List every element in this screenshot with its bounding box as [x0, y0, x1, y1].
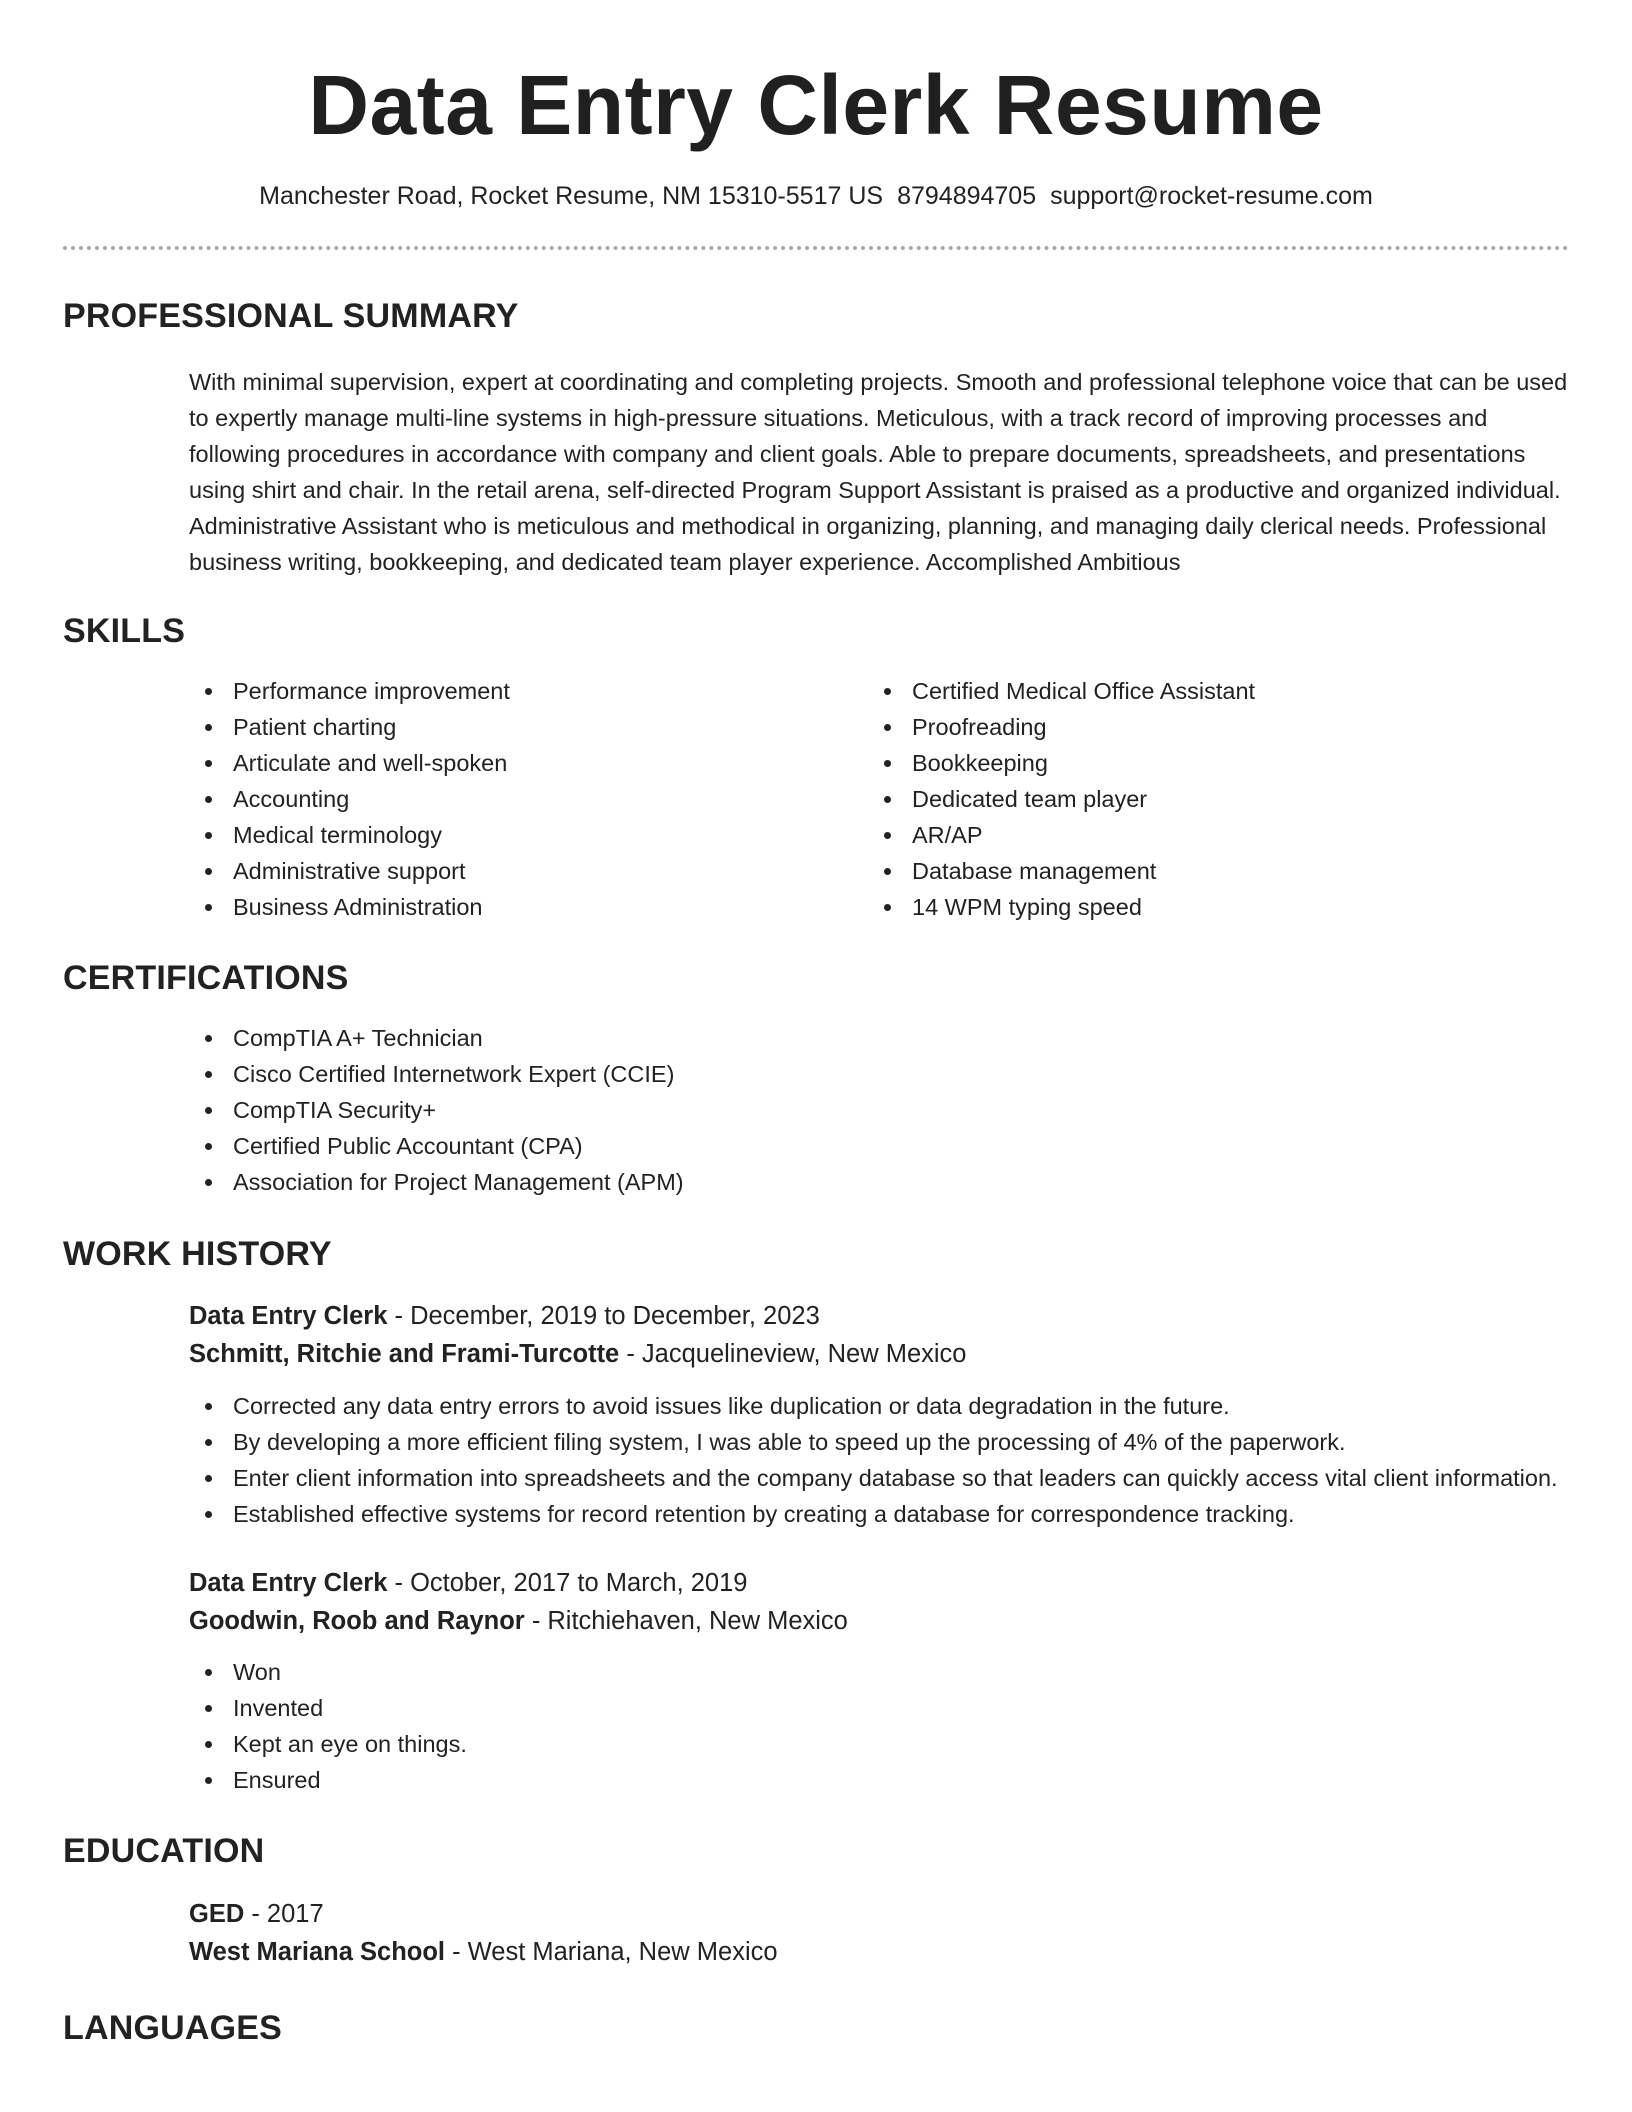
certification-item: CompTIA Security+	[189, 1092, 1569, 1128]
skill-item: Accounting	[189, 781, 868, 817]
contact-address: Manchester Road, Rocket Resume, NM 15310-5517 US	[259, 182, 884, 210]
skill-item: AR/AP	[868, 817, 1547, 853]
skills-grid	[63, 673, 1569, 925]
contact-email[interactable]: support@rocket-resume.com	[1050, 182, 1373, 210]
education-location: - West Mariana, New Mexico	[445, 1938, 778, 1966]
education-school: West Mariana School	[189, 1938, 446, 1966]
skill-item: Administrative support	[189, 853, 868, 889]
education-entry	[63, 1895, 1569, 1971]
certification-item: CompTIA A+ Technician	[189, 1020, 1569, 1056]
job-company-line	[189, 1602, 1569, 1640]
job-company-line	[189, 1335, 1569, 1373]
job-bullet: Won	[189, 1654, 1569, 1690]
summary-heading: PROFESSIONAL SUMMARY	[63, 297, 519, 335]
job-bullet: Established effective systems for record retention by creating a database for correspondence tracking.	[189, 1496, 1569, 1532]
work-history-heading: WORK HISTORY	[63, 1235, 332, 1273]
job-title-line	[189, 1297, 1569, 1335]
certification-item: Cisco Certified Internetwork Expert (CCIE)	[189, 1056, 1569, 1092]
job-location: - Ritchiehaven, New Mexico	[524, 1607, 848, 1635]
skills-right-list	[868, 673, 1547, 925]
contact-line	[63, 184, 1569, 209]
job-entry	[63, 1564, 1569, 1640]
job-dates: - October, 2017 to March, 2019	[387, 1569, 748, 1597]
job-role: Data Entry Clerk	[189, 1302, 388, 1330]
skill-item: Performance improvement	[189, 673, 868, 709]
contact-phone: 8794894705	[897, 182, 1037, 210]
header-divider	[63, 246, 1569, 250]
job-dates: - December, 2019 to December, 2023	[387, 1302, 820, 1330]
education-year: - 2017	[244, 1900, 324, 1928]
job-bullet: By developing a more efficient filing system, I was able to speed up the processing of 4% of the paperwork.	[189, 1424, 1569, 1460]
skill-item: Proofreading	[868, 709, 1547, 745]
skill-item: Articulate and well-spoken	[189, 745, 868, 781]
skill-item: Bookkeeping	[868, 745, 1547, 781]
certifications-heading: CERTIFICATIONS	[63, 959, 349, 997]
job-location: - Jacquelineview, New Mexico	[619, 1340, 967, 1368]
job-company: Schmitt, Ritchie and Frami-Turcotte	[189, 1340, 620, 1368]
job-role: Data Entry Clerk	[189, 1569, 388, 1597]
education-degree: GED	[189, 1900, 245, 1928]
education-degree-line	[189, 1895, 1569, 1933]
job-bullet: Ensured	[189, 1762, 1569, 1798]
skill-item: Database management	[868, 853, 1547, 889]
job-title-line	[189, 1564, 1569, 1602]
education-school-line	[189, 1933, 1569, 1971]
resume-title: Data Entry Clerk Resume	[308, 58, 1324, 152]
skills-heading: SKILLS	[63, 612, 186, 650]
skill-item: Certified Medical Office Assistant	[868, 673, 1547, 709]
job-bullets	[63, 1388, 1569, 1532]
skill-item: 14 WPM typing speed	[868, 889, 1547, 925]
job-bullet: Corrected any data entry errors to avoid issues like duplication or data degradation in the future.	[189, 1388, 1569, 1424]
certification-item: Association for Project Management (APM)	[189, 1164, 1569, 1200]
job-bullet: Enter client information into spreadsheets and the company database so that leaders can quickly access vital client information.	[189, 1460, 1569, 1496]
education-heading: EDUCATION	[63, 1832, 265, 1870]
skill-item: Dedicated team player	[868, 781, 1547, 817]
skill-item: Business Administration	[189, 889, 868, 925]
certification-item: Certified Public Accountant (CPA)	[189, 1128, 1569, 1164]
certifications-list	[63, 1020, 1569, 1200]
job-bullet: Kept an eye on things.	[189, 1726, 1569, 1762]
job-company: Goodwin, Roob and Raynor	[189, 1607, 525, 1635]
job-bullets	[63, 1654, 1569, 1798]
job-bullet: Invented	[189, 1690, 1569, 1726]
skill-item: Patient charting	[189, 709, 868, 745]
skills-left-list	[189, 673, 868, 925]
languages-heading: LANGUAGES	[63, 2009, 283, 2047]
job-entry	[63, 1297, 1569, 1373]
skill-item: Medical terminology	[189, 817, 868, 853]
summary-text: With minimal supervision, expert at coordinating and completing projects. Smooth and professional telephone voice that can be used to expertly manage multi-line systems in high-pressure situations. Meticulous, with a track record of improving processes and following procedures in accordance with company and client goals. Able to prepare documents, spreadsheets, and presentations using shirt and chair. In the retail arena, self-directed Program Support Assistant is praised as a productive and organized individual. Administrative Assistant who is meticulous and methodical in organizing, planning, and managing daily clerical needs. Professional business writing, bookkeeping, and dedicated team player experience. Accomplished Ambitious	[189, 369, 1568, 575]
